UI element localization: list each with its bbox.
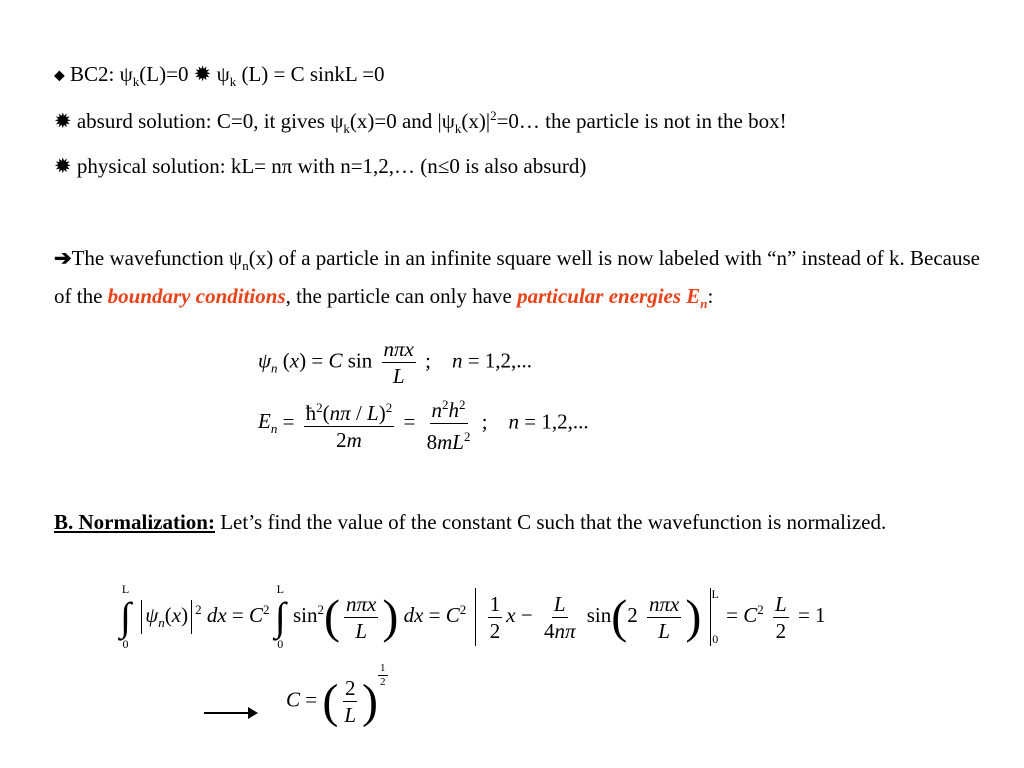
energy-equation: $E_n$ = $\frac{ħ^2(n\pi / L)^2}{2m}$ = $\frac{n^2h^2}{8mL^2}$ ; n = 1,2,... [258,392,589,455]
normalization-equation: L ∫ 0 $\psi_n(x)$ $^2$ dx = $C^2$ L ∫ 0 $\sin^2$( $\frac{\text{nπx}}{L}$ ) dx = $C^2$ $\frac{1}{2}$ x − $\frac{L}{4n\pi}$ sin(2 $\frac{\text{nπx}}{L}$ ) L 0 = $C^2$ $\frac{L}{2}$ = 1 [120,582,826,651]
particular-energies-highlight: particular energies $E_n$ [517,284,708,312]
arrow-icon: ➔ [54,246,72,270]
normalization-heading: B. Normalization: [54,510,215,534]
physical-line [54,154,586,179]
wavefunction-paragraph: ➔The wavefunction $\psi_n(x)$ of a particle in an infinite square well is now labeled with “n” instead of k. Because of the boundary conditions, the particle can only have particular energies $E_n$: [54,246,980,312]
absurd-line [54,108,787,137]
normalization-paragraph [54,507,980,538]
normalization-text: Let’s find the value of the constant C such that the wavefunction is normalized. [214,510,887,534]
bc2-line [54,62,385,90]
psi-equation: $\psi_n$ (x) = C sin $\frac{\text{nπx}}{L}$ ; n = 1,2,... [258,337,533,388]
sun-bullet-icon: ✹ [54,154,72,178]
physical-text: physical solution: kL= nπ with n=1,2,… (n≤0 is also absurd) [76,154,587,178]
diamond-bullet-icon: ◆ [54,68,65,84]
result-arrow-icon [204,712,256,714]
bc2-text: BC2: $\psi_k(L)=0$ ✹ $\psi_k$ (L) = C sinkL =0 [70,62,385,90]
boundary-conditions-highlight: boundary conditions [107,284,286,309]
sun-bullet-icon: ✹ [54,109,72,133]
absurd-text: absurd solution: C=0, it gives $\psi_k(x)=0$ and $|\psi_k(x)|^2=0\dots$ the particle is not in the box! [76,108,787,137]
result-equation: C = ( $\frac{2}{L}$ ) $^{\frac{1}{2}}$ [286,662,386,728]
sun-bullet-icon: ✹ [193,62,212,86]
